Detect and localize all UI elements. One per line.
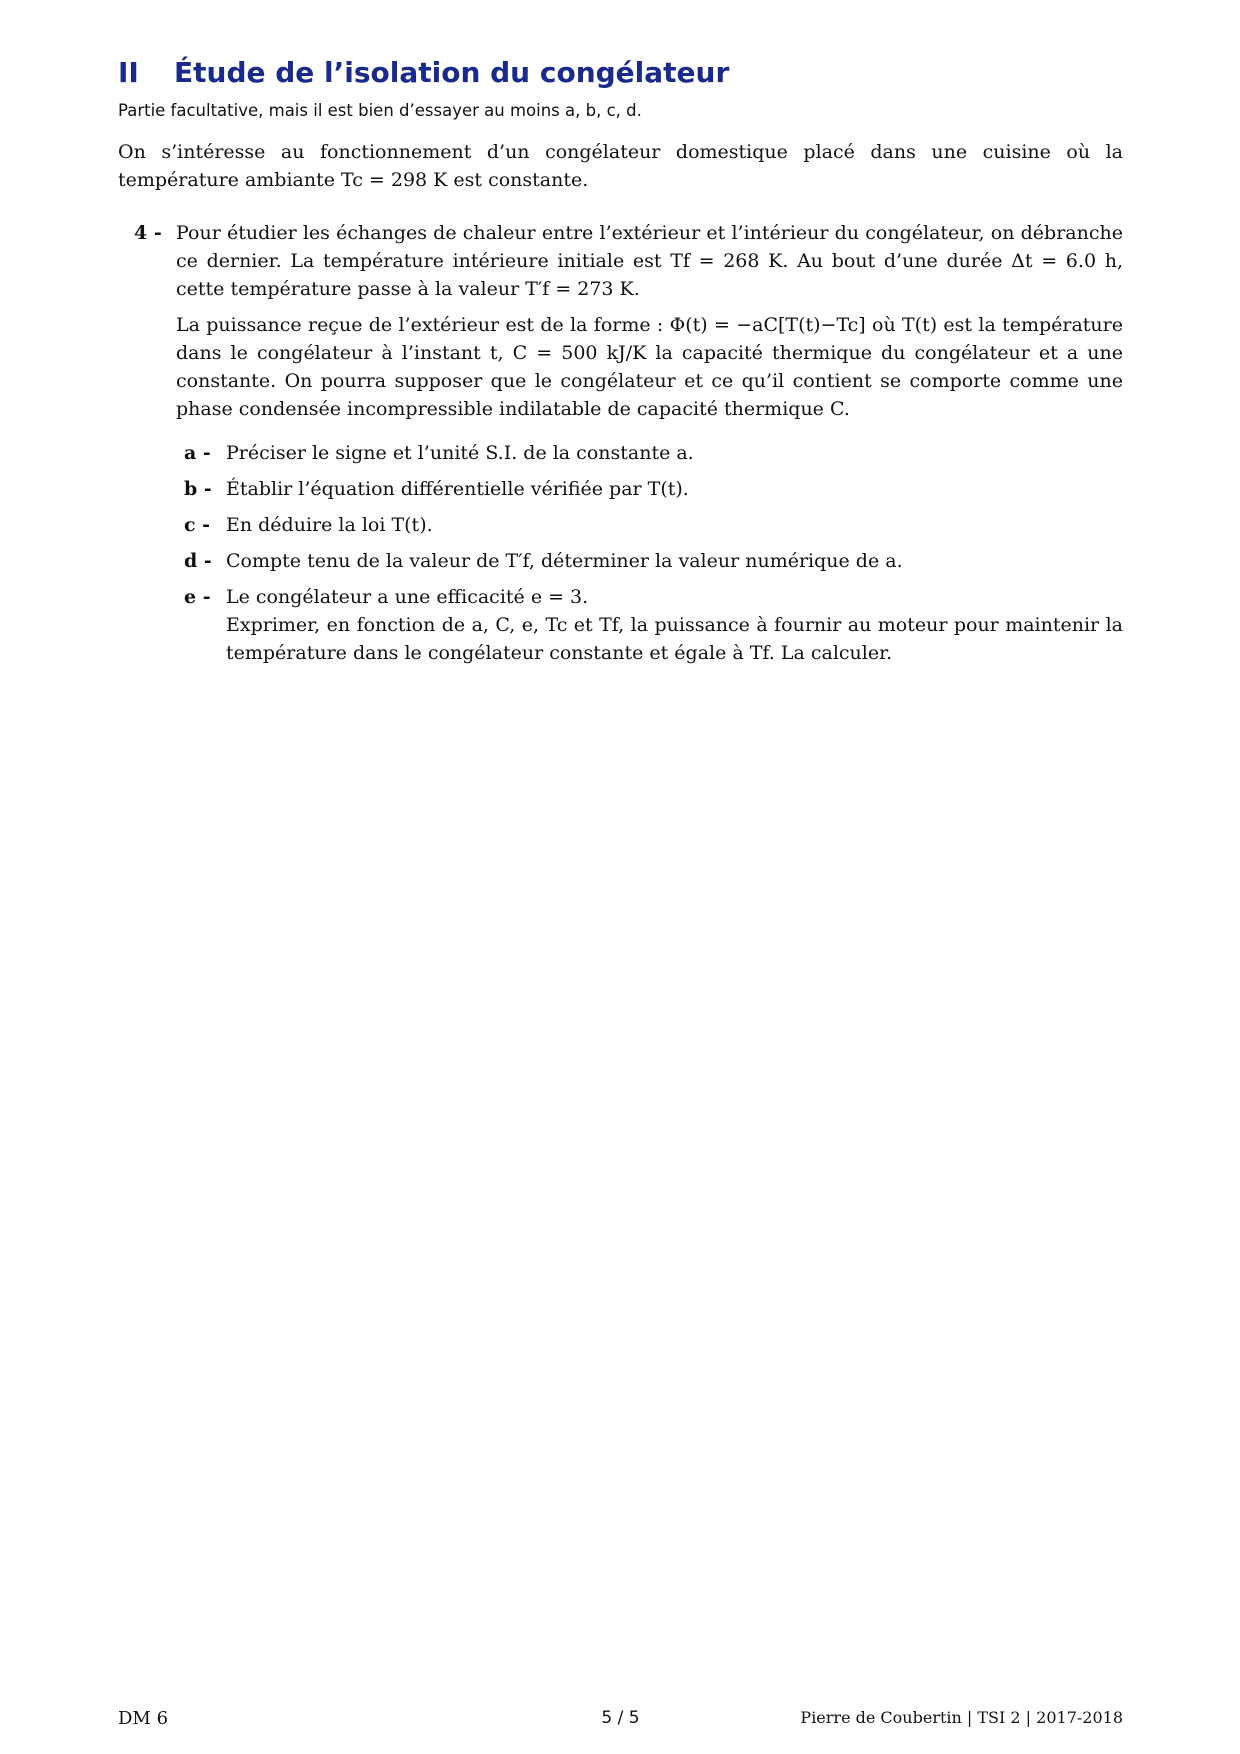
sub-question-label: b - [184, 478, 212, 500]
question-paragraph-1: Pour étudier les échanges de chaleur entre l’extérieur et l’intérieur du congélateur, on débranche ce dernier. La température intérieure initiale est Tf = 268 K. Au bout d’une durée Δt = 6.0 h, cette température passe à la valeur T′f = 273 K. [176, 222, 1123, 300]
sub-question-c [176, 511, 1123, 539]
document-page [118, 0, 1123, 1754]
sub-question-label: d - [184, 550, 212, 572]
sub-question-b [176, 475, 1123, 503]
sub-question-text: Établir l’équation différentielle vérifiée par T(t). [226, 478, 689, 500]
section-title [118, 56, 729, 89]
sub-questions [176, 439, 1123, 667]
intro-paragraph: On s’intéresse au fonctionnement d’un congélateur domestique placé dans une cuisine où la température ambiante Tc = 298 K est constante. [118, 141, 1123, 191]
question-body [176, 219, 1123, 423]
sub-question-label: c - [184, 514, 211, 536]
sub-question-d [176, 547, 1123, 575]
page-number: 5 / 5 [601, 1708, 640, 1728]
sub-question-e [176, 583, 1123, 667]
sub-question-text: En déduire la loi T(t). [226, 514, 433, 536]
question-4 [118, 219, 1123, 675]
sub-question-a [176, 439, 1123, 467]
sub-question-text-continued: Exprimer, en fonction de a, C, e, Tc et Tf, la puissance à fournir au moteur pour maintenir la température dans le congélateur constante et égale à Tf. La calculer. [226, 614, 1123, 664]
footer-left: DM 6 [118, 1708, 169, 1729]
sub-question-label: e - [184, 586, 211, 608]
question-paragraph-2: La puissance reçue de l’extérieur est de la forme : Φ(t) = −aC[T(t)−Tc] où T(t) est la température dans le congélateur à l’instant t, C = 500 kJ/K la capacité thermique du congélateur et a une constante. On pourra supposer que le congélateur et ce qu’il contient se comporte comme une phase condensée incompressible indilatable de capacité thermique C. [176, 314, 1123, 420]
footer-right: Pierre de Coubertin | TSI 2 | 2017-2018 [800, 1708, 1123, 1727]
section-title-text: Étude de l’isolation du congélateur [174, 56, 730, 89]
question-label: 4 - [134, 222, 162, 244]
section-number: II [118, 56, 139, 89]
sub-question-text: Préciser le signe et l’unité S.I. de la constante a. [226, 442, 694, 464]
section-subtitle: Partie facultative, mais il est bien d’essayer au moins a, b, c, d. [118, 101, 642, 120]
sub-question-label: a - [184, 442, 211, 464]
sub-question-text: Le congélateur a une efficacité e = 3. [226, 586, 589, 608]
sub-question-text: Compte tenu de la valeur de T′f, déterminer la valeur numérique de a. [226, 550, 903, 572]
